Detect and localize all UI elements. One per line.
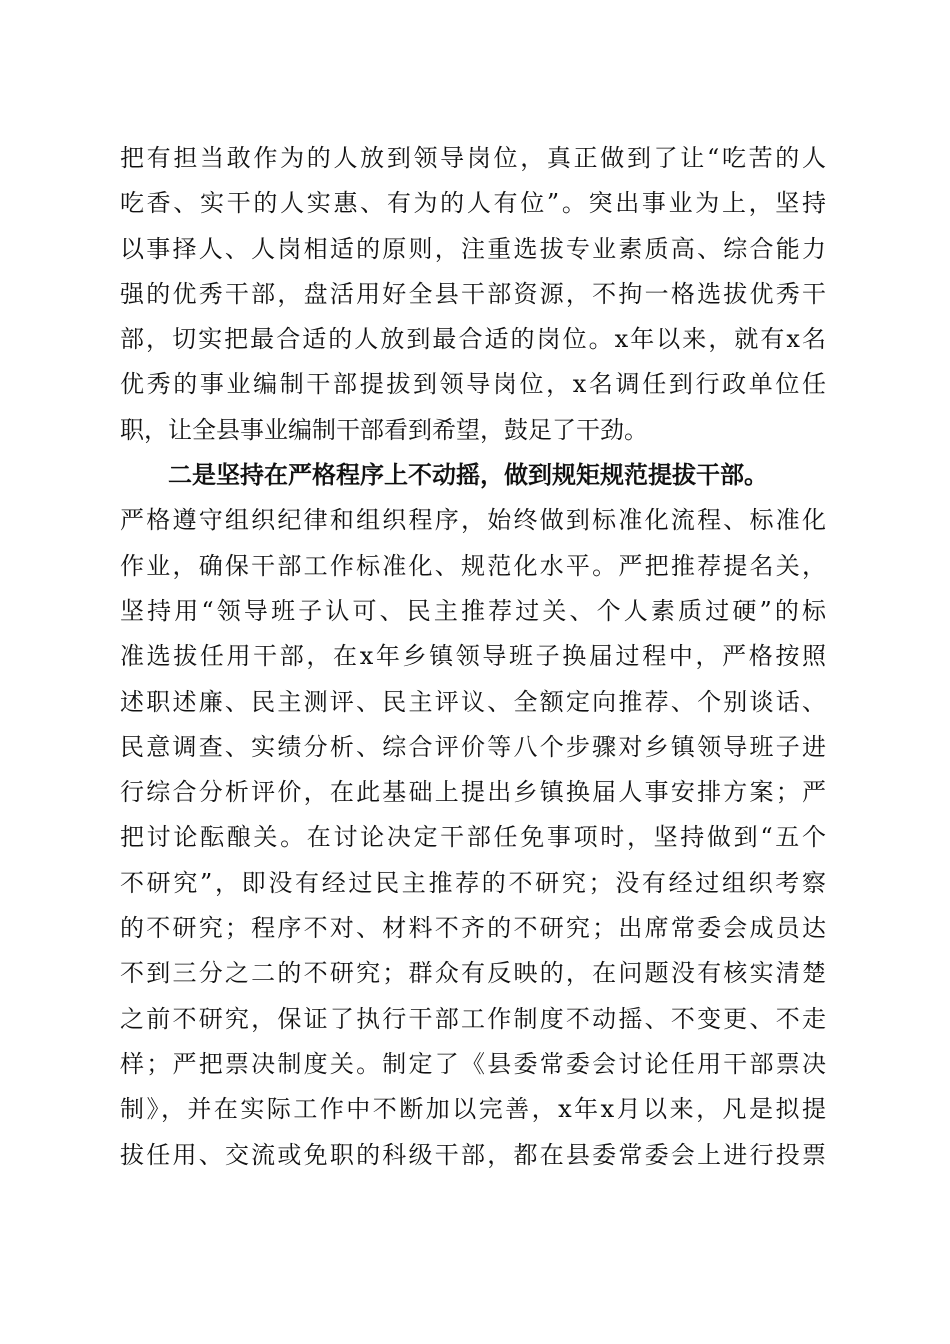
paragraph-1 bbox=[120, 136, 826, 453]
paragraph-line: 把讨论酝酿关。在讨论决定干部任免事项时，坚持做到“五个 bbox=[120, 823, 826, 852]
paragraph-line: 的不研究；程序不对、材料不齐的不研究；出席常委会成员达 bbox=[120, 914, 826, 943]
paragraph-line: 把有担当敢作为的人放到领导岗位，真正做到了让“吃苦的人 bbox=[120, 144, 826, 172]
paragraph-line: 民意调查、实绩分析、综合评价等八个步骤对乡镇领导班子进 bbox=[120, 732, 826, 761]
paragraph-line: 强的优秀干部，盘活用好全县干部资源，不拘一格选拔优秀干 bbox=[120, 279, 826, 308]
paragraph-line: 吃香、实干的人实惠、有为的人有位”。突出事业为上，坚持 bbox=[120, 189, 826, 218]
paragraph-line: 坚持用“领导班子认可、民主推荐过关、个人素质过硬”的标 bbox=[120, 596, 826, 625]
paragraph-line: 职，让全县事业编制干部看到希望，鼓足了干劲。 bbox=[120, 415, 648, 444]
paragraph-line: 制》，并在实际工作中不断加以完善，x年x月以来，凡是拟提 bbox=[120, 1095, 826, 1124]
paragraph-2 bbox=[120, 453, 826, 1178]
paragraph-line: 部，切实把最合适的人放到最合适的岗位。x年以来，就有x名 bbox=[120, 325, 826, 354]
paragraph-line: 样；严把票决制度关。制定了《县委常委会讨论任用干部票决 bbox=[120, 1049, 826, 1078]
paragraph-line: 之前不研究，保证了执行干部工作制度不动摇、不变更、不走 bbox=[120, 1004, 826, 1033]
section-heading: 二是坚持在严格程序上不动摇，做到规矩规范提拔干部。 bbox=[168, 461, 768, 490]
paragraph-line: 优秀的事业编制干部提拔到领导岗位，x名调任到行政单位任 bbox=[120, 370, 826, 399]
document-body bbox=[120, 136, 826, 1178]
paragraph-line: 准选拔任用干部，在x年乡镇领导班子换届过程中，严格按照 bbox=[120, 642, 826, 671]
paragraph-line: 严格遵守组织纪律和组织程序，始终做到标准化流程、标准化 bbox=[120, 506, 826, 535]
paragraph-line: 作业，确保干部工作标准化、规范化水平。严把推荐提名关， bbox=[120, 551, 826, 580]
paragraph-line: 不到三分之二的不研究；群众有反映的，在问题没有核实清楚 bbox=[120, 959, 826, 988]
paragraph-line: 述职述廉、民主测评、民主评议、全额定向推荐、个别谈话、 bbox=[120, 687, 826, 716]
paragraph-line: 拔任用、交流或免职的科级干部，都在县委常委会上进行投票 bbox=[120, 1140, 826, 1169]
paragraph-line: 行综合分析评价，在此基础上提出乡镇换届人事安排方案；严 bbox=[120, 778, 826, 807]
paragraph-line: 以事择人、人岗相适的原则，注重选拔专业素质高、综合能力 bbox=[120, 234, 826, 263]
paragraph-line: 不研究”，即没有经过民主推荐的不研究；没有经过组织考察 bbox=[120, 868, 826, 897]
